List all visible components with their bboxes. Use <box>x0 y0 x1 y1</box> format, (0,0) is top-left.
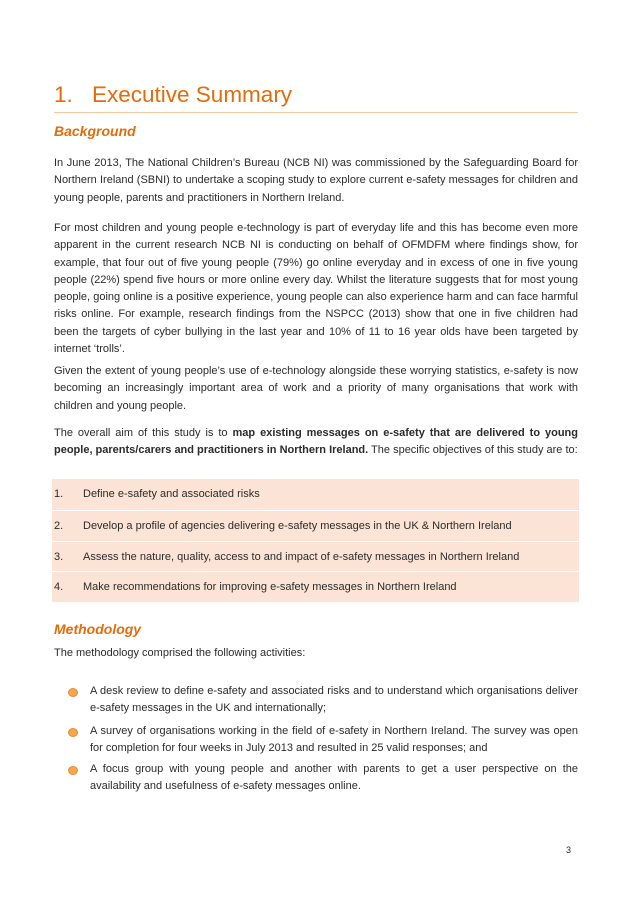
methodology-intro: The methodology comprised the following activities: <box>54 647 306 659</box>
objective-number: 4. <box>54 581 64 593</box>
background-paragraph-3: Given the extent of young people’s use of e-technology alongside these worrying statistics, e-safety is now becoming an increasingly important area of work and a priority of many organisations that work with children and young people. <box>54 365 578 412</box>
objective-text: Develop a profile of agencies delivering e-safety messages in the UK & Northern Ireland <box>83 520 512 532</box>
objective-text: Make recommendations for improving e-safety messages in Northern Ireland <box>83 581 457 593</box>
background-heading: Background <box>54 123 136 139</box>
objective-number: 2. <box>54 520 64 532</box>
bullet-icon <box>68 728 78 737</box>
objective-row <box>52 479 579 509</box>
section-number: 1. <box>54 82 73 107</box>
bullet-text: A focus group with young people and another with parents to get a user perspective on the availability and usefulness of e-safety messages online. <box>90 763 578 793</box>
aim-text-start: The overall aim of this study is to <box>54 427 233 439</box>
background-paragraph-2: For most children and young people e-technology is part of everyday life and this has become even more apparent in the current research NCB NI is conducting on behalf of OFMDFM where findings show, for example, that four out of five young people (79%) go online everyday and in excess of one in five young people (22%) spend five hours or more online every day. Whilst the literature suggests that for most young people, going online is a positive experience, young people can also experience harm and can face harmful risks online. For example, research findings from the NSPCC (2013) show that one in five children had been the targets of cyber bullying in the last year and 10% of 11 to 16 year olds have been targeted by internet ‘trolls’. <box>54 222 578 356</box>
bullet-text: A survey of organisations working in the field of e-safety in Northern Ireland. The survey was open for completion for four weeks in July 2013 and resulted in 25 valid responses; and <box>90 725 578 755</box>
methodology-heading: Methodology <box>54 621 142 637</box>
section-heading <box>54 80 578 113</box>
aim-text-bold: map existing messages on e-safety that are delivered to young people, parents/carers and practitioners in Northern Ireland. <box>54 427 578 457</box>
page-number: 3 <box>566 845 572 855</box>
bullet-text: A desk review to define e-safety and associated risks and to understand which organisations deliver e-safety messages in the UK and internationally; <box>90 685 578 715</box>
objective-number: 1. <box>54 488 64 500</box>
aim-text-end: The specific objectives of this study are to: <box>368 444 578 457</box>
objective-row <box>52 542 579 572</box>
background-paragraph-1: In June 2013, The National Children’s Bureau (NCB NI) was commissioned by the Safeguarding Board for Northern Ireland (SBNI) to undertake a scoping study to explore current e-safety messages for children and young people, parents and practitioners in Northern Ireland. <box>54 157 578 204</box>
objective-row <box>52 511 579 541</box>
objectives-table <box>52 479 579 602</box>
objective-row <box>52 572 579 602</box>
bullet-icon <box>68 766 78 775</box>
objective-number: 3. <box>54 551 64 563</box>
objective-text: Assess the nature, quality, access to and impact of e-safety messages in Northern Ireland <box>83 551 520 563</box>
section-title: Executive Summary <box>92 82 293 107</box>
aim-paragraph <box>54 425 578 460</box>
objective-text: Define e-safety and associated risks <box>83 488 260 500</box>
bullet-icon <box>68 688 78 697</box>
